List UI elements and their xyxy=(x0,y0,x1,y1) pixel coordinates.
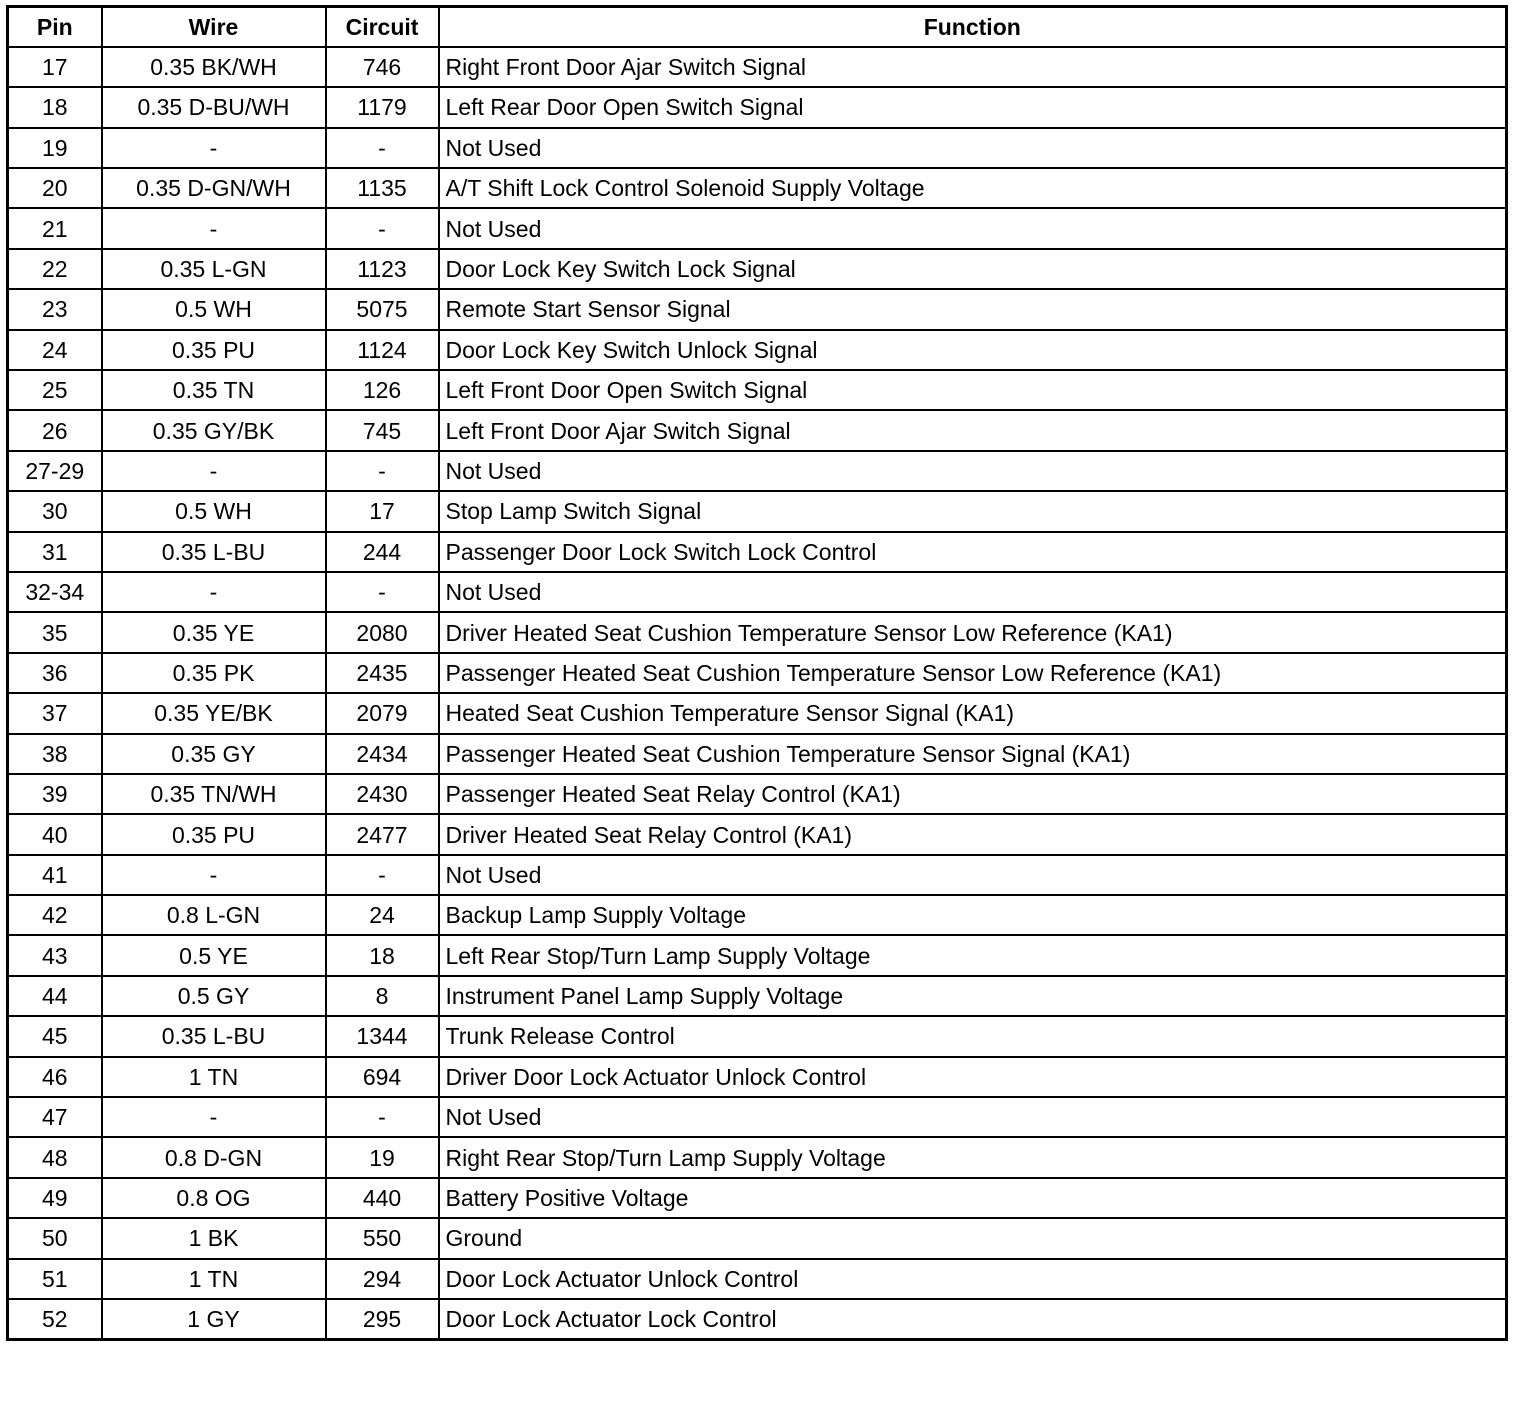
circuit-cell: 244 xyxy=(326,532,439,572)
table-row xyxy=(8,976,1507,1016)
table-row xyxy=(8,1218,1507,1258)
pin-cell: 48 xyxy=(8,1137,102,1177)
circuit-cell: - xyxy=(326,128,439,168)
table-row xyxy=(8,330,1507,370)
circuit-cell: - xyxy=(326,855,439,895)
wire-cell: 0.35 L-BU xyxy=(102,532,326,572)
table-header-row xyxy=(8,7,1507,47)
circuit-cell: 1123 xyxy=(326,249,439,289)
circuit-cell: 2434 xyxy=(326,734,439,774)
table-row xyxy=(8,87,1507,127)
pin-cell: 21 xyxy=(8,208,102,248)
table-row xyxy=(8,1299,1507,1339)
pin-cell: 20 xyxy=(8,168,102,208)
pin-cell: 41 xyxy=(8,855,102,895)
table-row xyxy=(8,1137,1507,1177)
function-cell: Not Used xyxy=(439,1097,1507,1137)
table-row xyxy=(8,410,1507,450)
table-row xyxy=(8,47,1507,87)
function-cell: Stop Lamp Switch Signal xyxy=(439,491,1507,531)
wire-cell: 0.35 GY xyxy=(102,734,326,774)
pin-cell: 43 xyxy=(8,935,102,975)
pin-cell: 27-29 xyxy=(8,451,102,491)
circuit-cell: - xyxy=(326,208,439,248)
function-cell: Driver Door Lock Actuator Unlock Control xyxy=(439,1057,1507,1097)
table-row xyxy=(8,128,1507,168)
circuit-cell: 1135 xyxy=(326,168,439,208)
wire-cell: 0.35 TN/WH xyxy=(102,774,326,814)
function-cell: Door Lock Key Switch Unlock Signal xyxy=(439,330,1507,370)
function-cell: Not Used xyxy=(439,451,1507,491)
circuit-cell: 694 xyxy=(326,1057,439,1097)
function-cell: Right Front Door Ajar Switch Signal xyxy=(439,47,1507,87)
wire-cell: 0.35 YE xyxy=(102,612,326,652)
table-row xyxy=(8,451,1507,491)
table-row xyxy=(8,289,1507,329)
circuit-cell: 1179 xyxy=(326,87,439,127)
wire-cell: - xyxy=(102,451,326,491)
wire-cell: 0.35 D-BU/WH xyxy=(102,87,326,127)
circuit-cell: 2430 xyxy=(326,774,439,814)
function-cell: Passenger Door Lock Switch Lock Control xyxy=(439,532,1507,572)
function-cell: Backup Lamp Supply Voltage xyxy=(439,895,1507,935)
function-cell: Passenger Heated Seat Cushion Temperature Sensor Low Reference (KA1) xyxy=(439,653,1507,693)
function-cell: Ground xyxy=(439,1218,1507,1258)
table-row xyxy=(8,168,1507,208)
circuit-cell: 8 xyxy=(326,976,439,1016)
function-cell: Not Used xyxy=(439,572,1507,612)
pin-cell: 39 xyxy=(8,774,102,814)
wire-cell: 0.8 OG xyxy=(102,1178,326,1218)
pin-cell: 23 xyxy=(8,289,102,329)
pin-cell: 51 xyxy=(8,1259,102,1299)
table-row xyxy=(8,532,1507,572)
function-cell: Passenger Heated Seat Cushion Temperature Sensor Signal (KA1) xyxy=(439,734,1507,774)
circuit-cell: 550 xyxy=(326,1218,439,1258)
circuit-cell: 294 xyxy=(326,1259,439,1299)
function-cell: Trunk Release Control xyxy=(439,1016,1507,1056)
table-body xyxy=(8,47,1507,1340)
circuit-cell: 746 xyxy=(326,47,439,87)
pin-cell: 49 xyxy=(8,1178,102,1218)
pin-cell: 30 xyxy=(8,491,102,531)
table-row xyxy=(8,491,1507,531)
pin-cell: 17 xyxy=(8,47,102,87)
pin-cell: 42 xyxy=(8,895,102,935)
pin-cell: 25 xyxy=(8,370,102,410)
function-cell: Door Lock Actuator Unlock Control xyxy=(439,1259,1507,1299)
wire-cell: 0.8 L-GN xyxy=(102,895,326,935)
table-row xyxy=(8,249,1507,289)
wire-cell: - xyxy=(102,208,326,248)
pin-cell: 46 xyxy=(8,1057,102,1097)
table-row xyxy=(8,572,1507,612)
circuit-cell: 5075 xyxy=(326,289,439,329)
circuit-cell: 126 xyxy=(326,370,439,410)
function-cell: Driver Heated Seat Relay Control (KA1) xyxy=(439,814,1507,854)
pin-cell: 40 xyxy=(8,814,102,854)
table-row xyxy=(8,1016,1507,1056)
table-row xyxy=(8,653,1507,693)
circuit-cell: 2079 xyxy=(326,693,439,733)
pin-cell: 35 xyxy=(8,612,102,652)
wire-cell: 0.35 YE/BK xyxy=(102,693,326,733)
pin-cell: 37 xyxy=(8,693,102,733)
table-row xyxy=(8,612,1507,652)
pin-cell: 47 xyxy=(8,1097,102,1137)
wire-cell: 1 BK xyxy=(102,1218,326,1258)
wire-cell: 0.35 PU xyxy=(102,814,326,854)
table-row xyxy=(8,693,1507,733)
function-cell: Not Used xyxy=(439,855,1507,895)
circuit-cell: 440 xyxy=(326,1178,439,1218)
pin-cell: 31 xyxy=(8,532,102,572)
table-row xyxy=(8,208,1507,248)
circuit-cell: 19 xyxy=(326,1137,439,1177)
pin-cell: 52 xyxy=(8,1299,102,1339)
function-cell: Door Lock Key Switch Lock Signal xyxy=(439,249,1507,289)
table-row xyxy=(8,1178,1507,1218)
wire-cell: 0.35 D-GN/WH xyxy=(102,168,326,208)
wire-cell: 0.5 YE xyxy=(102,935,326,975)
table-row xyxy=(8,1057,1507,1097)
function-cell: Right Rear Stop/Turn Lamp Supply Voltage xyxy=(439,1137,1507,1177)
circuit-cell: 18 xyxy=(326,935,439,975)
wire-cell: 0.8 D-GN xyxy=(102,1137,326,1177)
table-row xyxy=(8,814,1507,854)
wire-cell: - xyxy=(102,855,326,895)
wire-cell: 1 TN xyxy=(102,1057,326,1097)
function-cell: Left Rear Stop/Turn Lamp Supply Voltage xyxy=(439,935,1507,975)
pin-cell: 45 xyxy=(8,1016,102,1056)
pin-cell: 50 xyxy=(8,1218,102,1258)
wire-cell: - xyxy=(102,128,326,168)
circuit-column-header: Circuit xyxy=(326,7,439,47)
table-row xyxy=(8,935,1507,975)
function-cell: Left Rear Door Open Switch Signal xyxy=(439,87,1507,127)
circuit-cell: 295 xyxy=(326,1299,439,1339)
function-cell: Passenger Heated Seat Relay Control (KA1) xyxy=(439,774,1507,814)
pin-cell: 44 xyxy=(8,976,102,1016)
circuit-cell: 745 xyxy=(326,410,439,450)
function-cell: Instrument Panel Lamp Supply Voltage xyxy=(439,976,1507,1016)
table-row xyxy=(8,1259,1507,1299)
function-cell: Driver Heated Seat Cushion Temperature Sensor Low Reference (KA1) xyxy=(439,612,1507,652)
circuit-cell: 24 xyxy=(326,895,439,935)
function-cell: Heated Seat Cushion Temperature Sensor Signal (KA1) xyxy=(439,693,1507,733)
pin-cell: 24 xyxy=(8,330,102,370)
wire-cell: 1 TN xyxy=(102,1259,326,1299)
function-cell: Door Lock Actuator Lock Control xyxy=(439,1299,1507,1339)
table-row xyxy=(8,855,1507,895)
circuit-cell: - xyxy=(326,572,439,612)
wire-cell: 0.35 GY/BK xyxy=(102,410,326,450)
table-row xyxy=(8,734,1507,774)
function-cell: Not Used xyxy=(439,208,1507,248)
wire-column-header: Wire xyxy=(102,7,326,47)
circuit-cell: 2435 xyxy=(326,653,439,693)
function-column-header: Function xyxy=(439,7,1507,47)
pin-cell: 38 xyxy=(8,734,102,774)
wire-cell: 0.5 WH xyxy=(102,491,326,531)
circuit-cell: - xyxy=(326,1097,439,1137)
function-cell: Left Front Door Open Switch Signal xyxy=(439,370,1507,410)
circuit-cell: 1344 xyxy=(326,1016,439,1056)
function-cell: Battery Positive Voltage xyxy=(439,1178,1507,1218)
pin-cell: 36 xyxy=(8,653,102,693)
circuit-cell: 2080 xyxy=(326,612,439,652)
pin-cell: 19 xyxy=(8,128,102,168)
pin-column-header: Pin xyxy=(8,7,102,47)
wire-cell: 0.35 PK xyxy=(102,653,326,693)
wire-cell: - xyxy=(102,1097,326,1137)
circuit-cell: 1124 xyxy=(326,330,439,370)
function-cell: Not Used xyxy=(439,128,1507,168)
table-row xyxy=(8,370,1507,410)
wire-cell: - xyxy=(102,572,326,612)
wire-cell: 0.35 L-GN xyxy=(102,249,326,289)
circuit-cell: 2477 xyxy=(326,814,439,854)
function-cell: A/T Shift Lock Control Solenoid Supply Voltage xyxy=(439,168,1507,208)
function-cell: Left Front Door Ajar Switch Signal xyxy=(439,410,1507,450)
connector-pinout-table xyxy=(6,5,1508,1341)
circuit-cell: 17 xyxy=(326,491,439,531)
wire-cell: 0.35 L-BU xyxy=(102,1016,326,1056)
wire-cell: 0.5 WH xyxy=(102,289,326,329)
wire-cell: 0.5 GY xyxy=(102,976,326,1016)
wire-cell: 0.35 TN xyxy=(102,370,326,410)
pin-cell: 32-34 xyxy=(8,572,102,612)
wire-cell: 0.35 BK/WH xyxy=(102,47,326,87)
pin-cell: 18 xyxy=(8,87,102,127)
circuit-cell: - xyxy=(326,451,439,491)
table-row xyxy=(8,895,1507,935)
wire-cell: 1 GY xyxy=(102,1299,326,1339)
pin-cell: 22 xyxy=(8,249,102,289)
wire-cell: 0.35 PU xyxy=(102,330,326,370)
function-cell: Remote Start Sensor Signal xyxy=(439,289,1507,329)
pin-cell: 26 xyxy=(8,410,102,450)
table-row xyxy=(8,1097,1507,1137)
table-row xyxy=(8,774,1507,814)
